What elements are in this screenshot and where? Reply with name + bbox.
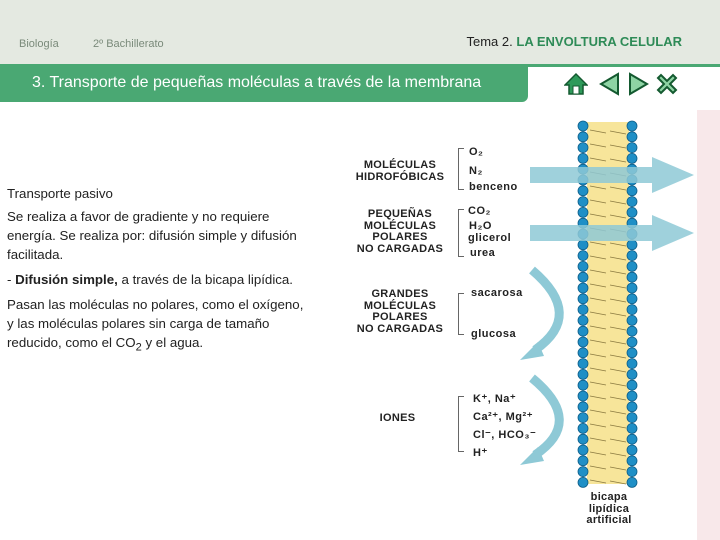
- lipid-head: [627, 251, 637, 261]
- molecule: urea: [470, 247, 496, 259]
- lipid-head: [578, 413, 588, 423]
- group-label: IONES: [379, 412, 416, 424]
- lipid-head: [627, 359, 637, 369]
- lipid-head: [627, 477, 637, 487]
- lipid-head: [627, 121, 637, 131]
- lipid-head: [578, 207, 588, 217]
- lipid-head: [627, 434, 637, 444]
- lipid-head: [578, 153, 588, 163]
- lipid-head: [578, 423, 588, 433]
- lipid-head: [627, 153, 637, 163]
- lipid-head: [627, 132, 637, 142]
- molecule: Ca²⁺, Mg²⁺: [473, 411, 533, 423]
- lipid-head: [578, 121, 588, 131]
- bounce-arrow: [532, 378, 559, 455]
- lipid-head: [627, 456, 637, 466]
- bracket: [458, 209, 464, 257]
- lipid-head: [578, 369, 588, 379]
- lipid-head: [627, 294, 637, 304]
- lipid-head: [578, 251, 588, 261]
- group-label: GRANDES MOLÉCULAS POLARES NO CARGADAS: [356, 288, 444, 335]
- lipid-head: [578, 391, 588, 401]
- lipid-head: [578, 326, 588, 336]
- lipid-head: [578, 315, 588, 325]
- lipid-head: [627, 143, 637, 153]
- lipid-head: [627, 467, 637, 477]
- lipid-head: [578, 294, 588, 304]
- lipid-head: [627, 272, 637, 282]
- group-label: MOLÉCULAS HIDROFÓBICAS: [355, 159, 445, 183]
- lipid-head: [627, 186, 637, 196]
- lipid-head: [627, 197, 637, 207]
- course-label: 2º Bachillerato: [93, 38, 164, 50]
- paragraph: Se realiza a favor de gradiente y no requiere energía. Se realiza por: difusión simple y difusión facilitada.: [7, 209, 297, 262]
- molecule: glucosa: [471, 328, 517, 340]
- molecule: CO₂: [468, 205, 491, 217]
- topic-title: Tema 2. LA ENVOLTURA CELULAR: [466, 34, 682, 49]
- lipid-head: [578, 445, 588, 455]
- lipid-head: [627, 402, 637, 412]
- molecule: sacarosa: [471, 287, 523, 299]
- lipid-head: [627, 261, 637, 271]
- page-title: 3. Transporte de pequeñas moléculas a través de la membrana: [0, 64, 528, 102]
- molecule: H⁺: [473, 447, 488, 459]
- molecule: glicerol: [468, 232, 512, 244]
- lipid-head: [627, 283, 637, 293]
- molecule: H₂O: [469, 220, 492, 232]
- bracket: [458, 293, 464, 335]
- lipid-head: [627, 369, 637, 379]
- paragraph: - Difusión simple, a través de la bicapa lipídica.: [7, 272, 294, 287]
- lipid-head: [578, 143, 588, 153]
- molecule: K⁺, Na⁺: [473, 393, 517, 405]
- membrane-label: bicapa lipídica artificial: [586, 491, 632, 526]
- lipid-head: [578, 456, 588, 466]
- lipid-head: [627, 348, 637, 358]
- lipid-head: [578, 434, 588, 444]
- subject-label: Biología: [19, 38, 59, 50]
- paragraph: Pasan las moléculas no polares, como el oxígeno, y las moléculas polares sin carga de tamaño reducido, como el $CO_2$ y el agua.: [7, 297, 304, 354]
- lipid-head: [578, 132, 588, 142]
- bounce-arrow: [532, 270, 559, 350]
- lipid-head: [627, 326, 637, 336]
- lipid-head: [578, 272, 588, 282]
- lipid-head: [578, 467, 588, 477]
- lipid-head: [578, 197, 588, 207]
- lipid-head: [627, 423, 637, 433]
- bracket: [458, 396, 464, 452]
- molecule: Cl⁻, HCO₃⁻: [473, 429, 537, 441]
- lipid-head: [627, 315, 637, 325]
- molecule: benceno: [469, 181, 518, 193]
- lipid-head: [627, 337, 637, 347]
- lipid-head: [627, 413, 637, 423]
- lipid-head: [627, 380, 637, 390]
- lipid-head: [578, 261, 588, 271]
- bracket: [458, 148, 464, 190]
- lipid-head: [578, 348, 588, 358]
- lipid-head: [578, 337, 588, 347]
- lipid-head: [578, 186, 588, 196]
- lipid-head: [627, 391, 637, 401]
- lipid-head: [578, 402, 588, 412]
- lipid-head: [578, 380, 588, 390]
- group-label: PEQUEÑAS MOLÉCULAS POLARES NO CARGADAS: [356, 208, 444, 255]
- molecule: N₂: [469, 165, 483, 177]
- lipid-head: [627, 305, 637, 315]
- lipid-head: [578, 477, 588, 487]
- lipid-head: [627, 207, 637, 217]
- lipid-head: [627, 240, 637, 250]
- lipid-head: [627, 445, 637, 455]
- lipid-head: [578, 240, 588, 250]
- section-heading: Transporte pasivo: [7, 186, 113, 201]
- lipid-head: [578, 305, 588, 315]
- lipid-head: [578, 283, 588, 293]
- lipid-head: [578, 359, 588, 369]
- molecule: O₂: [469, 146, 484, 158]
